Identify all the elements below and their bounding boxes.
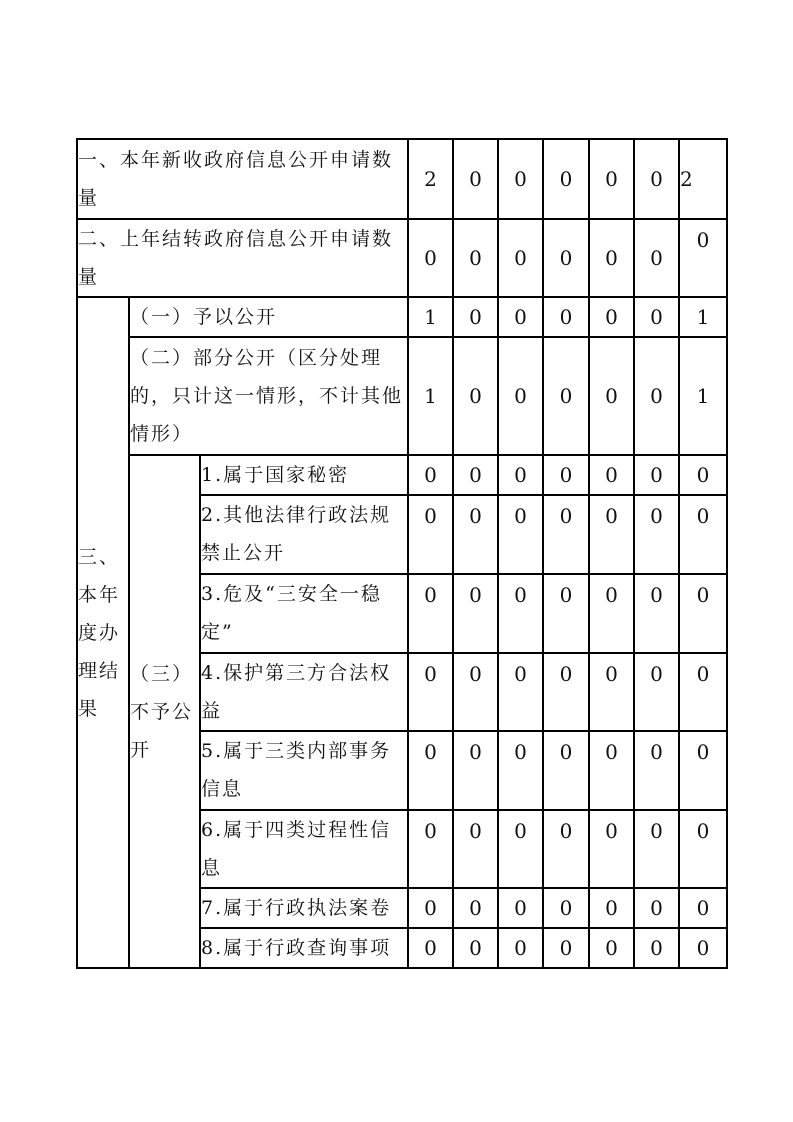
cell-value: 0 xyxy=(498,219,543,297)
cell-value: 0 xyxy=(453,139,498,219)
cell-value: 0 xyxy=(543,297,589,337)
cell-value: 0 xyxy=(408,219,453,297)
cell-value: 0 xyxy=(408,928,453,968)
cell-value: 0 xyxy=(543,337,589,455)
cell-total: 1 xyxy=(679,297,727,337)
row-label: 2.其他法律行政法规禁止公开 xyxy=(200,495,408,574)
cell-value: 0 xyxy=(498,653,543,731)
cell-value: 0 xyxy=(543,653,589,731)
cell-value: 0 xyxy=(408,888,453,928)
cell-value: 0 xyxy=(634,731,679,810)
cell-value: 0 xyxy=(453,810,498,888)
row-label: 5.属于三类内部事务信息 xyxy=(200,731,408,810)
cell-value: 0 xyxy=(498,731,543,810)
cell-value: 0 xyxy=(453,653,498,731)
cell-value: 0 xyxy=(543,731,589,810)
cell-value: 0 xyxy=(498,139,543,219)
cell-value: 0 xyxy=(634,888,679,928)
row-label: 3.危及“三安全一稳定” xyxy=(200,574,408,653)
cell-value: 0 xyxy=(634,810,679,888)
cell-value: 0 xyxy=(543,219,589,297)
cell-value: 0 xyxy=(634,139,679,219)
row-label: （一）予以公开 xyxy=(129,297,408,337)
row-label: 6.属于四类过程性信息 xyxy=(200,810,408,888)
row-label: 1.属于国家秘密 xyxy=(200,455,408,495)
cell-total: 1 xyxy=(679,337,727,455)
cell-total: 2 xyxy=(679,139,727,219)
cell-value: 0 xyxy=(589,495,634,574)
cell-value: 0 xyxy=(408,574,453,653)
cell-total: 0 xyxy=(679,653,727,731)
cell-value: 0 xyxy=(589,653,634,731)
cell-total: 0 xyxy=(679,495,727,574)
cell-value: 0 xyxy=(408,455,453,495)
section-label-results: 三、本年度办理结果 xyxy=(77,297,129,968)
cell-value: 0 xyxy=(543,928,589,968)
cell-value: 0 xyxy=(453,495,498,574)
cell-value: 0 xyxy=(498,810,543,888)
cell-total: 0 xyxy=(679,455,727,495)
table-row-disclosed xyxy=(77,297,727,337)
cell-value: 0 xyxy=(634,495,679,574)
cell-value: 0 xyxy=(498,297,543,337)
cell-value: 0 xyxy=(589,731,634,810)
cell-value: 0 xyxy=(498,495,543,574)
row-label: 一、本年新收政府信息公开申请数量 xyxy=(77,139,408,219)
cell-value: 0 xyxy=(453,337,498,455)
cell-value: 0 xyxy=(634,455,679,495)
cell-total: 0 xyxy=(679,810,727,888)
cell-value: 0 xyxy=(589,337,634,455)
table-row-carryover-requests xyxy=(77,219,727,297)
cell-total: 0 xyxy=(679,928,727,968)
cell-value: 0 xyxy=(453,574,498,653)
cell-value: 0 xyxy=(408,810,453,888)
cell-value: 1 xyxy=(408,297,453,337)
cell-value: 0 xyxy=(543,495,589,574)
row-label: （二）部分公开（区分处理的，只计这一情形，不计其他情形） xyxy=(129,337,408,455)
cell-value: 2 xyxy=(408,139,453,219)
cell-value: 0 xyxy=(408,495,453,574)
row-label: 7.属于行政执法案卷 xyxy=(200,888,408,928)
cell-total: 0 xyxy=(679,574,727,653)
cell-value: 0 xyxy=(589,810,634,888)
cell-value: 0 xyxy=(634,337,679,455)
cell-value: 0 xyxy=(453,888,498,928)
cell-value: 0 xyxy=(634,928,679,968)
cell-value: 0 xyxy=(408,653,453,731)
cell-value: 0 xyxy=(408,731,453,810)
cell-value: 0 xyxy=(453,297,498,337)
cell-value: 0 xyxy=(543,139,589,219)
cell-value: 0 xyxy=(453,219,498,297)
cell-value: 0 xyxy=(453,928,498,968)
cell-value: 0 xyxy=(498,888,543,928)
cell-value: 0 xyxy=(634,219,679,297)
cell-value: 0 xyxy=(589,139,634,219)
cell-total: 0 xyxy=(679,731,727,810)
cell-value: 0 xyxy=(589,455,634,495)
cell-value: 0 xyxy=(498,337,543,455)
subsection-label-not-disclosed: （三）不予公开 xyxy=(129,455,200,968)
cell-value: 0 xyxy=(498,574,543,653)
cell-value: 1 xyxy=(408,337,453,455)
cell-value: 0 xyxy=(453,455,498,495)
cell-value: 0 xyxy=(589,297,634,337)
row-label: 8.属于行政查询事项 xyxy=(200,928,408,968)
table-row-new-requests xyxy=(77,139,727,219)
cell-value: 0 xyxy=(498,455,543,495)
cell-value: 0 xyxy=(634,653,679,731)
cell-value: 0 xyxy=(453,731,498,810)
cell-value: 0 xyxy=(589,928,634,968)
cell-value: 0 xyxy=(543,455,589,495)
cell-value: 0 xyxy=(498,928,543,968)
cell-value: 0 xyxy=(634,574,679,653)
cell-value: 0 xyxy=(634,297,679,337)
cell-value: 0 xyxy=(543,574,589,653)
cell-value: 0 xyxy=(589,888,634,928)
disclosure-statistics-table xyxy=(76,138,728,969)
table-row xyxy=(77,455,727,495)
cell-total: 0 xyxy=(679,219,727,297)
row-label: 4.保护第三方合法权益 xyxy=(200,653,408,731)
cell-total: 0 xyxy=(679,888,727,928)
cell-value: 0 xyxy=(543,810,589,888)
cell-value: 0 xyxy=(589,219,634,297)
table-row-partially-disclosed xyxy=(77,337,727,455)
cell-value: 0 xyxy=(543,888,589,928)
row-label: 二、上年结转政府信息公开申请数量 xyxy=(77,219,408,297)
cell-value: 0 xyxy=(589,574,634,653)
